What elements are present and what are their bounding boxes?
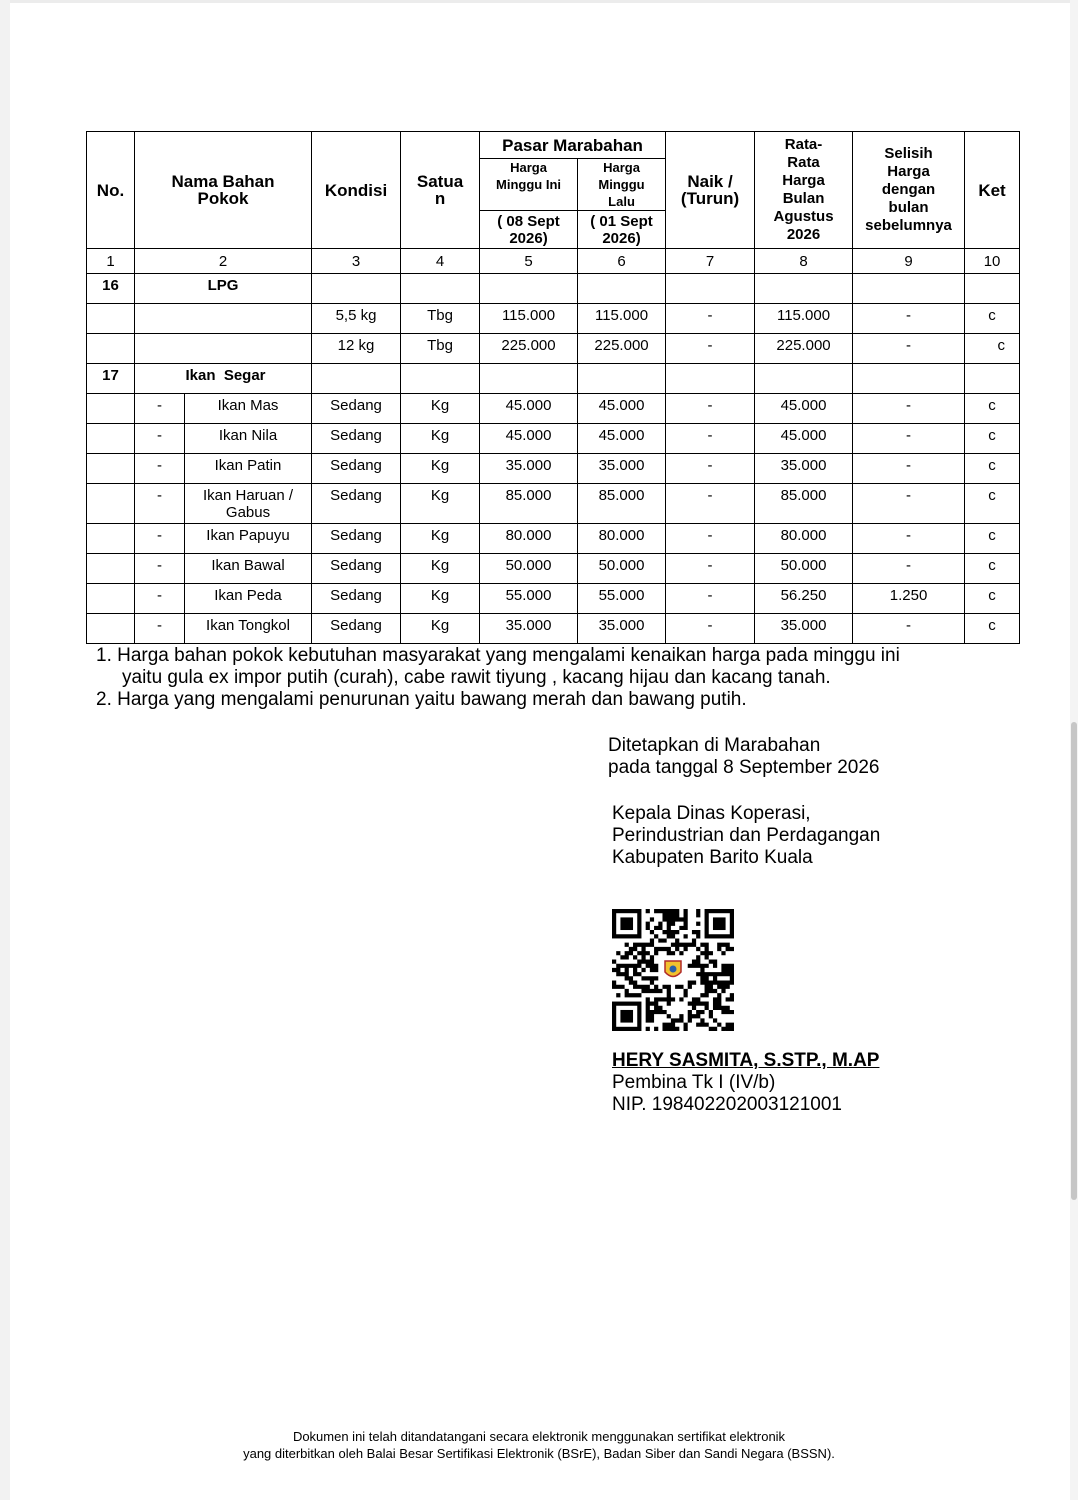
selisih-cell: -	[853, 554, 965, 584]
selisih-cell: -	[853, 424, 965, 454]
header-tanggal-ini: ( 08 Sept 2026)	[480, 211, 578, 249]
naik-turun-cell: -	[666, 424, 755, 454]
rata-rata-cell: 45.000	[755, 394, 853, 424]
note-2: 2. Harga yang mengalami penurunan yaitu bawang merah dan bawang putih.	[96, 689, 747, 710]
rata-rata-cell: 35.000	[755, 454, 853, 484]
naik-turun-cell: -	[666, 334, 755, 364]
header-harga-minggu-lalu: Harga Minggu Lalu	[578, 159, 666, 211]
kondisi-cell: 12 kg	[312, 334, 401, 364]
selisih-cell: -	[853, 524, 965, 554]
ket-cell: c	[965, 454, 1020, 484]
satuan-cell: Kg	[401, 614, 480, 644]
rata-rata-cell: 115.000	[755, 304, 853, 334]
selisih-cell: -	[853, 304, 965, 334]
signature-place: Ditetapkan di Marabahan	[608, 735, 821, 756]
kondisi-cell: Sedang	[312, 554, 401, 584]
ket-cell: c	[965, 614, 1020, 644]
harga-ini-cell: 80.000	[480, 524, 578, 554]
kondisi-cell: Sedang	[312, 454, 401, 484]
official-name: HERY SASMITA, S.STP., M.AP	[612, 1050, 880, 1071]
official-block	[612, 1050, 879, 1116]
harga-lalu-cell: 55.000	[578, 584, 666, 614]
harga-lalu-cell: 45.000	[578, 394, 666, 424]
kondisi-cell: Sedang	[312, 614, 401, 644]
index-cell: 2	[135, 249, 312, 274]
naik-turun-cell: -	[666, 304, 755, 334]
header-harga-minggu-ini: Harga Minggu Ini	[480, 159, 578, 211]
top-edge	[0, 0, 1078, 3]
satuan-cell: Kg	[401, 454, 480, 484]
table-row	[87, 304, 1020, 334]
rata-rata-cell: 50.000	[755, 554, 853, 584]
rata-rata-cell: 56.250	[755, 584, 853, 614]
item-name: Ikan Papuyu	[185, 524, 312, 554]
signature-date: pada tanggal 8 September 2026	[608, 757, 880, 778]
selisih-cell: -	[853, 454, 965, 484]
kondisi-cell: Sedang	[312, 524, 401, 554]
satuan-cell: Kg	[401, 424, 480, 454]
left-margin-strip	[0, 0, 10, 1500]
index-cell: 4	[401, 249, 480, 274]
kondisi-cell: 5,5 kg	[312, 304, 401, 334]
kondisi-cell: Sedang	[312, 394, 401, 424]
official-rank: Pembina Tk I (IV/b)	[612, 1072, 776, 1093]
price-table	[86, 131, 1020, 644]
harga-ini-cell: 45.000	[480, 394, 578, 424]
harga-lalu-cell: 35.000	[578, 454, 666, 484]
rata-rata-cell: 80.000	[755, 524, 853, 554]
item-name: Ikan Mas	[185, 394, 312, 424]
header-nama-bahan: Nama Bahan Pokok	[135, 132, 312, 249]
satuan-cell: Kg	[401, 484, 480, 524]
satuan-cell: Kg	[401, 524, 480, 554]
header-no: No.	[87, 132, 135, 249]
satuan-cell: Kg	[401, 554, 480, 584]
index-cell: 1	[87, 249, 135, 274]
item-name: Ikan Nila	[185, 424, 312, 454]
naik-turun-cell: -	[666, 394, 755, 424]
index-cell: 8	[755, 249, 853, 274]
kondisi-cell: Sedang	[312, 484, 401, 524]
bullet-dash: -	[135, 424, 185, 454]
naik-turun-cell: -	[666, 554, 755, 584]
category-name: Ikan Segar	[135, 364, 312, 394]
bullet-dash: -	[135, 554, 185, 584]
harga-ini-cell: 115.000	[480, 304, 578, 334]
ket-cell: c	[965, 424, 1020, 454]
table-row	[87, 554, 1020, 584]
harga-ini-cell: 85.000	[480, 484, 578, 524]
harga-ini-cell: 50.000	[480, 554, 578, 584]
bullet-dash: -	[135, 484, 185, 524]
item-name: Ikan Patin	[185, 454, 312, 484]
selisih-cell: -	[853, 394, 965, 424]
harga-ini-cell: 55.000	[480, 584, 578, 614]
header-satuan: Satua n	[401, 132, 480, 249]
satuan-cell: Tbg	[401, 304, 480, 334]
bullet-dash: -	[135, 584, 185, 614]
item-name: Ikan Bawal	[185, 554, 312, 584]
header-tanggal-lalu: ( 01 Sept 2026)	[578, 211, 666, 249]
satuan-cell: Kg	[401, 584, 480, 614]
column-index-row	[87, 249, 1020, 274]
rata-rata-cell: 225.000	[755, 334, 853, 364]
item-name: Ikan Peda	[185, 584, 312, 614]
signature-block	[608, 735, 881, 868]
index-cell: 5	[480, 249, 578, 274]
ket-cell: c	[965, 484, 1020, 524]
kondisi-cell: Sedang	[312, 424, 401, 454]
ket-cell: c	[965, 584, 1020, 614]
rata-rata-cell: 35.000	[755, 614, 853, 644]
satuan-cell: Tbg	[401, 334, 480, 364]
header-selisih: Selisih Harga dengan bulan sebelumnya	[853, 132, 965, 249]
table-row	[87, 454, 1020, 484]
category-row-ikan-segar	[87, 364, 1020, 394]
selisih-cell: 1.250	[853, 584, 965, 614]
bullet-dash: -	[135, 614, 185, 644]
header-kondisi: Kondisi	[312, 132, 401, 249]
official-nip: NIP. 198402202003121001	[612, 1094, 842, 1115]
header-ket: Ket	[965, 132, 1020, 249]
kondisi-cell: Sedang	[312, 584, 401, 614]
category-no: 16	[87, 274, 135, 304]
harga-lalu-cell: 85.000	[578, 484, 666, 524]
index-cell: 10	[965, 249, 1020, 274]
naik-turun-cell: -	[666, 614, 755, 644]
scrollbar-thumb[interactable]	[1071, 722, 1077, 1200]
bullet-dash: -	[135, 524, 185, 554]
footer-note: Dokumen ini telah ditandatangani secara elektronik menggunakan sertifikat elektronik yang diterbitkan oleh Balai Besar Sertifikasi Elektronik (BSrE), Badan Siber dan Sandi Negara (BSSN).	[243, 1429, 835, 1461]
rata-rata-cell: 85.000	[755, 484, 853, 524]
ket-cell: c	[965, 524, 1020, 554]
harga-ini-cell: 35.000	[480, 454, 578, 484]
category-row-lpg	[87, 274, 1020, 304]
harga-lalu-cell: 80.000	[578, 524, 666, 554]
bullet-dash: -	[135, 394, 185, 424]
harga-lalu-cell: 50.000	[578, 554, 666, 584]
category-name: LPG	[135, 274, 312, 304]
harga-ini-cell: 45.000	[480, 424, 578, 454]
naik-turun-cell: -	[666, 584, 755, 614]
signature-office: Kepala Dinas Koperasi, Perindustrian dan Perdagangan Kabupaten Barito Kuala	[612, 803, 881, 868]
index-cell: 7	[666, 249, 755, 274]
item-name: Ikan Tongkol	[185, 614, 312, 644]
notes	[96, 645, 900, 711]
naik-turun-cell: -	[666, 484, 755, 524]
note-1: 1. Harga bahan pokok kebutuhan masyarakat yang mengalami kenaikan harga pada minggu ini yaitu gula ex impor putih (curah), cabe rawit tiyung , kacang hijau dan kacang tanah.	[96, 645, 900, 688]
table-row	[87, 424, 1020, 454]
harga-lalu-cell: 225.000	[578, 334, 666, 364]
header-pasar: Pasar Marabahan	[480, 132, 666, 159]
index-cell: 3	[312, 249, 401, 274]
header-naik-turun: Naik / (Turun)	[666, 132, 755, 249]
bullet-dash: -	[135, 454, 185, 484]
harga-lalu-cell: 115.000	[578, 304, 666, 334]
table-row	[87, 484, 1020, 524]
header-rata-rata: Rata- Rata Harga Bulan Agustus 2026	[755, 132, 853, 249]
harga-lalu-cell: 45.000	[578, 424, 666, 454]
harga-lalu-cell: 35.000	[578, 614, 666, 644]
satuan-cell: Kg	[401, 394, 480, 424]
ket-cell: c	[965, 334, 1020, 364]
table-row	[87, 524, 1020, 554]
naik-turun-cell: -	[666, 524, 755, 554]
item-name: Ikan Haruan / Gabus	[185, 484, 312, 524]
category-no: 17	[87, 364, 135, 394]
table-row	[87, 584, 1020, 614]
naik-turun-cell: -	[666, 454, 755, 484]
scrollbar-track[interactable]	[1070, 0, 1078, 1500]
harga-ini-cell: 35.000	[480, 614, 578, 644]
table-row	[87, 334, 1020, 364]
table-row	[87, 614, 1020, 644]
selisih-cell: -	[853, 484, 965, 524]
ket-cell: c	[965, 554, 1020, 584]
qr-code-icon	[612, 909, 734, 1031]
index-cell: 6	[578, 249, 666, 274]
table-row	[87, 394, 1020, 424]
index-cell: 9	[853, 249, 965, 274]
rata-rata-cell: 45.000	[755, 424, 853, 454]
selisih-cell: -	[853, 334, 965, 364]
harga-ini-cell: 225.000	[480, 334, 578, 364]
selisih-cell: -	[853, 614, 965, 644]
ket-cell: c	[965, 394, 1020, 424]
ket-cell: c	[965, 304, 1020, 334]
